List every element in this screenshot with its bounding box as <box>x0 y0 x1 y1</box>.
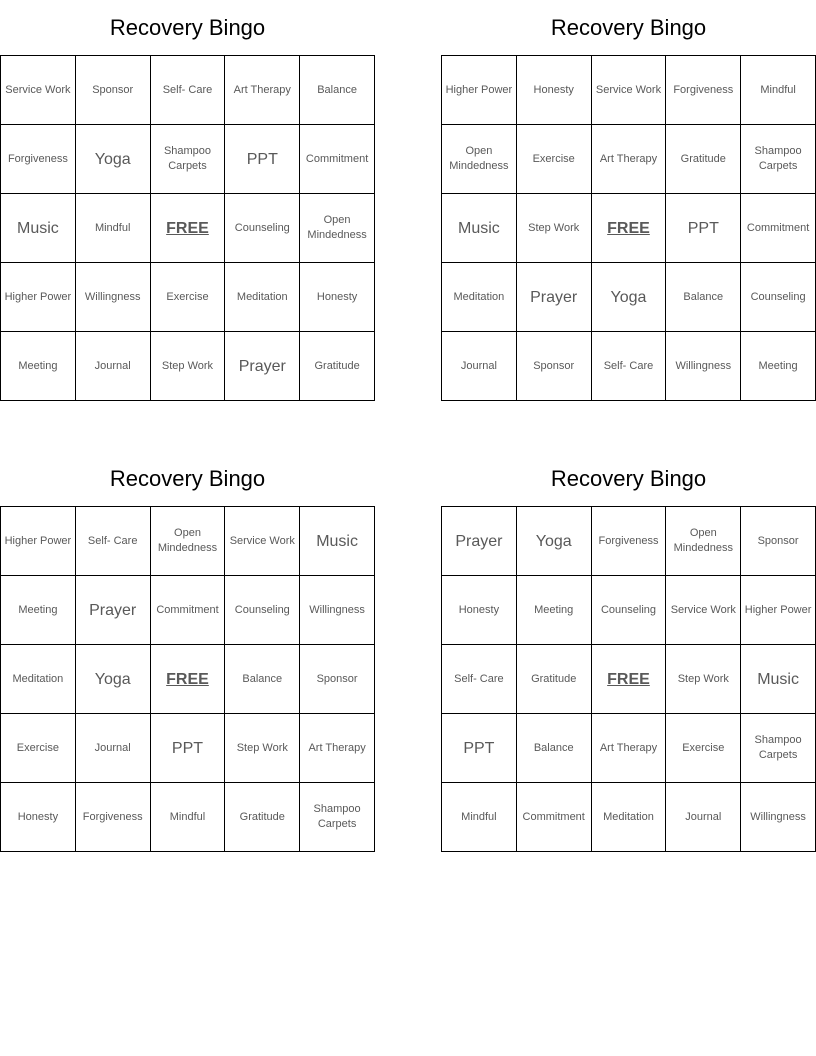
bingo-row <box>1 194 375 263</box>
bingo-cell: Commitment <box>300 125 375 194</box>
bingo-cell: Yoga <box>75 125 150 194</box>
bingo-row <box>1 714 375 783</box>
card-title: Recovery Bingo <box>550 466 707 491</box>
bingo-cell: Balance <box>300 56 375 125</box>
bingo-cell: Prayer <box>516 263 591 332</box>
bingo-cell: Commitment <box>516 783 591 852</box>
bingo-cell: Music <box>741 645 816 714</box>
bingo-cell: Exercise <box>150 263 225 332</box>
bingo-row <box>442 645 816 714</box>
bingo-cell: Honesty <box>516 56 591 125</box>
bingo-cell: Journal <box>666 783 741 852</box>
bingo-card-3 <box>0 463 375 852</box>
bingo-row <box>1 507 375 576</box>
bingo-cell: Higher Power <box>1 263 76 332</box>
bingo-cell: Balance <box>666 263 741 332</box>
card-title: Recovery Bingo <box>109 15 266 40</box>
bingo-cell: Sponsor <box>75 56 150 125</box>
bingo-cell: Meditation <box>225 263 300 332</box>
bingo-cell: Gratitude <box>225 783 300 852</box>
bingo-cell: Art Therapy <box>591 714 666 783</box>
bingo-cell: Art Therapy <box>591 125 666 194</box>
bingo-cell: Balance <box>516 714 591 783</box>
bingo-cell: Step Work <box>516 194 591 263</box>
bingo-cell: Sponsor <box>741 507 816 576</box>
bingo-cell: Gratitude <box>300 332 375 401</box>
bingo-cell: Forgiveness <box>591 507 666 576</box>
bingo-cell: Higher Power <box>1 507 76 576</box>
free-space: FREE <box>591 645 666 714</box>
bingo-cell: Self- Care <box>75 507 150 576</box>
bingo-cell: Forgiveness <box>1 125 76 194</box>
bingo-cell: Step Work <box>225 714 300 783</box>
bingo-cell: Self- Care <box>442 645 517 714</box>
bingo-card-4 <box>441 463 816 852</box>
bingo-cell: Step Work <box>666 645 741 714</box>
bingo-cell: Service Work <box>225 507 300 576</box>
bingo-cell: PPT <box>225 125 300 194</box>
bingo-cell: Meeting <box>1 576 76 645</box>
bingo-cell: Open Mindedness <box>442 125 517 194</box>
bingo-cell: Exercise <box>666 714 741 783</box>
bingo-row <box>1 125 375 194</box>
bingo-cell: Counseling <box>225 194 300 263</box>
bingo-cell: Forgiveness <box>75 783 150 852</box>
bingo-cell: Willingness <box>666 332 741 401</box>
bingo-cell: Art Therapy <box>225 56 300 125</box>
free-space: FREE <box>150 645 225 714</box>
bingo-cell: Step Work <box>150 332 225 401</box>
bingo-cell: Honesty <box>300 263 375 332</box>
bingo-cell: Service Work <box>666 576 741 645</box>
card-title: Recovery Bingo <box>109 466 266 491</box>
bingo-cell: Sponsor <box>300 645 375 714</box>
card-title: Recovery Bingo <box>550 15 707 40</box>
bingo-cell: Open Mindedness <box>300 194 375 263</box>
bingo-cell: Honesty <box>1 783 76 852</box>
bingo-row <box>1 332 375 401</box>
bingo-row <box>442 194 816 263</box>
bingo-cell: Counseling <box>591 576 666 645</box>
bingo-card-1 <box>0 12 375 401</box>
bingo-cell: Meditation <box>1 645 76 714</box>
bingo-cell: Shampoo Carpets <box>741 125 816 194</box>
bingo-cell: Gratitude <box>516 645 591 714</box>
bingo-cell: Commitment <box>741 194 816 263</box>
bingo-grid <box>0 55 375 401</box>
bingo-cell: Self- Care <box>591 332 666 401</box>
bingo-row <box>1 576 375 645</box>
bingo-cell: Exercise <box>1 714 76 783</box>
bingo-cell: Mindful <box>150 783 225 852</box>
bingo-cell: Yoga <box>75 645 150 714</box>
bingo-cell: Yoga <box>591 263 666 332</box>
bingo-row <box>442 56 816 125</box>
bingo-cell: Mindful <box>442 783 517 852</box>
bingo-row <box>1 56 375 125</box>
bingo-row <box>1 783 375 852</box>
bingo-cell: Shampoo Carpets <box>300 783 375 852</box>
bingo-cell: Balance <box>225 645 300 714</box>
bingo-cell: Music <box>1 194 76 263</box>
bingo-cell: Higher Power <box>442 56 517 125</box>
bingo-cell: PPT <box>442 714 517 783</box>
bingo-row <box>442 263 816 332</box>
bingo-grid <box>441 55 816 401</box>
bingo-cell: PPT <box>150 714 225 783</box>
bingo-cell: Exercise <box>516 125 591 194</box>
bingo-cell: Yoga <box>516 507 591 576</box>
bingo-cell: Meditation <box>442 263 517 332</box>
bingo-row <box>442 125 816 194</box>
bingo-cell: Mindful <box>75 194 150 263</box>
bingo-cell: Music <box>300 507 375 576</box>
bingo-cell: Meeting <box>741 332 816 401</box>
bingo-cell: PPT <box>666 194 741 263</box>
bingo-row <box>442 332 816 401</box>
bingo-cell: Meeting <box>1 332 76 401</box>
bingo-cell: Sponsor <box>516 332 591 401</box>
bingo-cell: Willingness <box>75 263 150 332</box>
bingo-cell: Music <box>442 194 517 263</box>
bingo-cell: Forgiveness <box>666 56 741 125</box>
bingo-cell: Gratitude <box>666 125 741 194</box>
bingo-cell: Shampoo Carpets <box>741 714 816 783</box>
bingo-cell: Higher Power <box>741 576 816 645</box>
bingo-cell: Art Therapy <box>300 714 375 783</box>
bingo-cell: Commitment <box>150 576 225 645</box>
bingo-cell: Open Mindedness <box>666 507 741 576</box>
bingo-cell: Prayer <box>75 576 150 645</box>
bingo-cell: Honesty <box>442 576 517 645</box>
bingo-cell: Service Work <box>591 56 666 125</box>
bingo-row <box>1 263 375 332</box>
bingo-cell: Shampoo Carpets <box>150 125 225 194</box>
bingo-cell: Open Mindedness <box>150 507 225 576</box>
bingo-cell: Meeting <box>516 576 591 645</box>
bingo-row <box>1 645 375 714</box>
bingo-cell: Journal <box>75 714 150 783</box>
bingo-cell: Willingness <box>300 576 375 645</box>
bingo-cell: Self- Care <box>150 56 225 125</box>
bingo-cell: Counseling <box>225 576 300 645</box>
bingo-row <box>442 783 816 852</box>
free-space: FREE <box>150 194 225 263</box>
bingo-cell: Counseling <box>741 263 816 332</box>
bingo-cell: Prayer <box>442 507 517 576</box>
bingo-row <box>442 714 816 783</box>
bingo-cell: Journal <box>442 332 517 401</box>
bingo-grid <box>441 506 816 852</box>
bingo-cell: Meditation <box>591 783 666 852</box>
bingo-cell: Journal <box>75 332 150 401</box>
bingo-grid <box>0 506 375 852</box>
bingo-cell: Willingness <box>741 783 816 852</box>
free-space: FREE <box>591 194 666 263</box>
bingo-cell: Service Work <box>1 56 76 125</box>
bingo-row <box>442 507 816 576</box>
bingo-card-2 <box>441 12 816 401</box>
bingo-cell: Prayer <box>225 332 300 401</box>
bingo-row <box>442 576 816 645</box>
bingo-cell: Mindful <box>741 56 816 125</box>
